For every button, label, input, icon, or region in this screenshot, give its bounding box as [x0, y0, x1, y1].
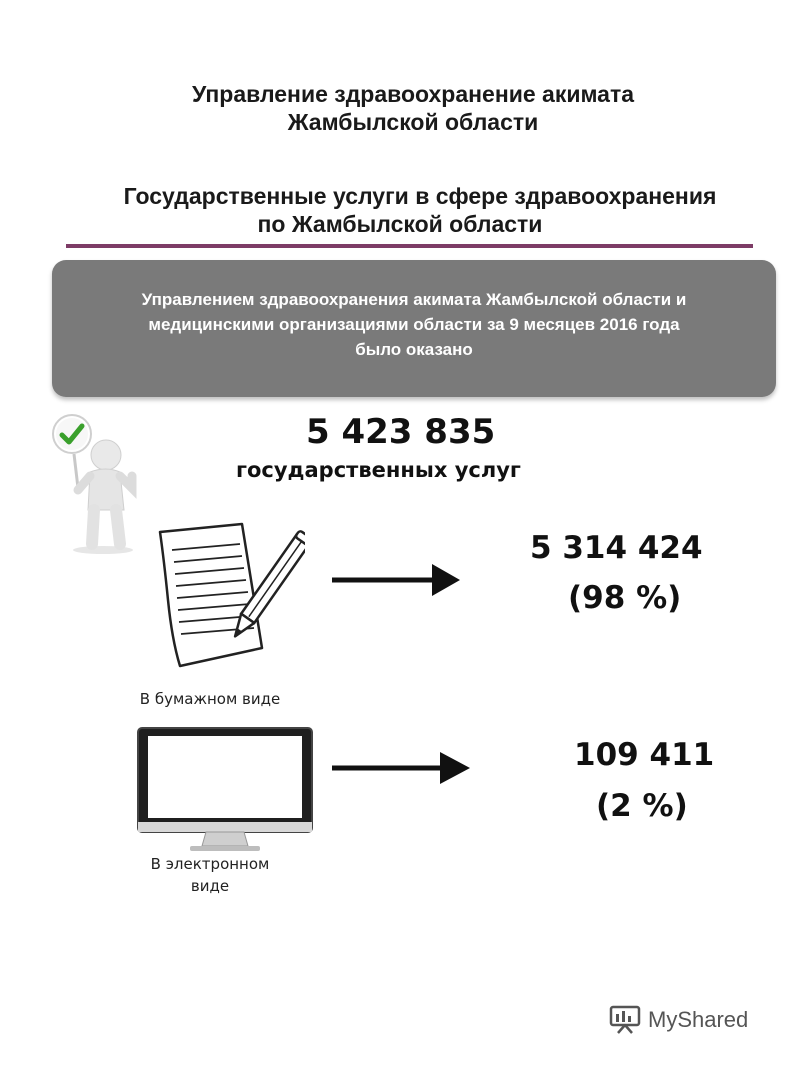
electronic-services-value: 109 411	[574, 737, 715, 773]
electronic-services-percent: (2 %)	[596, 788, 688, 824]
total-services-caption: государственных услуг	[236, 458, 521, 482]
organization-title-line2: Жамбылской области	[287, 109, 539, 135]
electronic-arrow-icon	[332, 750, 472, 786]
paper-caption: В бумажном виде	[139, 690, 281, 708]
summary-line3: было оказано	[355, 340, 473, 359]
paper-services-value: 5 314 424	[530, 530, 703, 566]
page-title	[40, 182, 800, 238]
computer-monitor-icon	[136, 726, 314, 858]
page-title-line1: Государственные услуги в сфере здравоохранения	[123, 183, 717, 209]
summary-line1: Управлением здравоохранения акимата Жамбылской области и	[141, 290, 687, 309]
myshared-logo-icon	[608, 1005, 642, 1035]
organization-title	[0, 80, 800, 136]
electronic-caption-line1: В электронном	[150, 855, 270, 873]
summary-box	[52, 260, 776, 397]
organization-title-line1: Управление здравоохранение акимата	[191, 81, 635, 107]
paper-document-pencil-icon	[150, 520, 305, 670]
watermark-text: MyShared	[648, 1007, 749, 1032]
person-checkmark-icon	[48, 410, 148, 555]
page-title-line2: по Жамбылской области	[257, 211, 543, 237]
watermark	[608, 1005, 748, 1035]
total-services-value: 5 423 835	[306, 412, 496, 452]
summary-line2: медицинскими организациями области за 9 месяцев 2016 года	[148, 315, 680, 334]
paper-arrow-icon	[332, 562, 462, 598]
paper-services-percent: (98 %)	[568, 580, 682, 616]
electronic-caption-line2: виде	[190, 877, 230, 895]
electronic-caption	[125, 853, 295, 897]
title-divider	[66, 244, 753, 248]
